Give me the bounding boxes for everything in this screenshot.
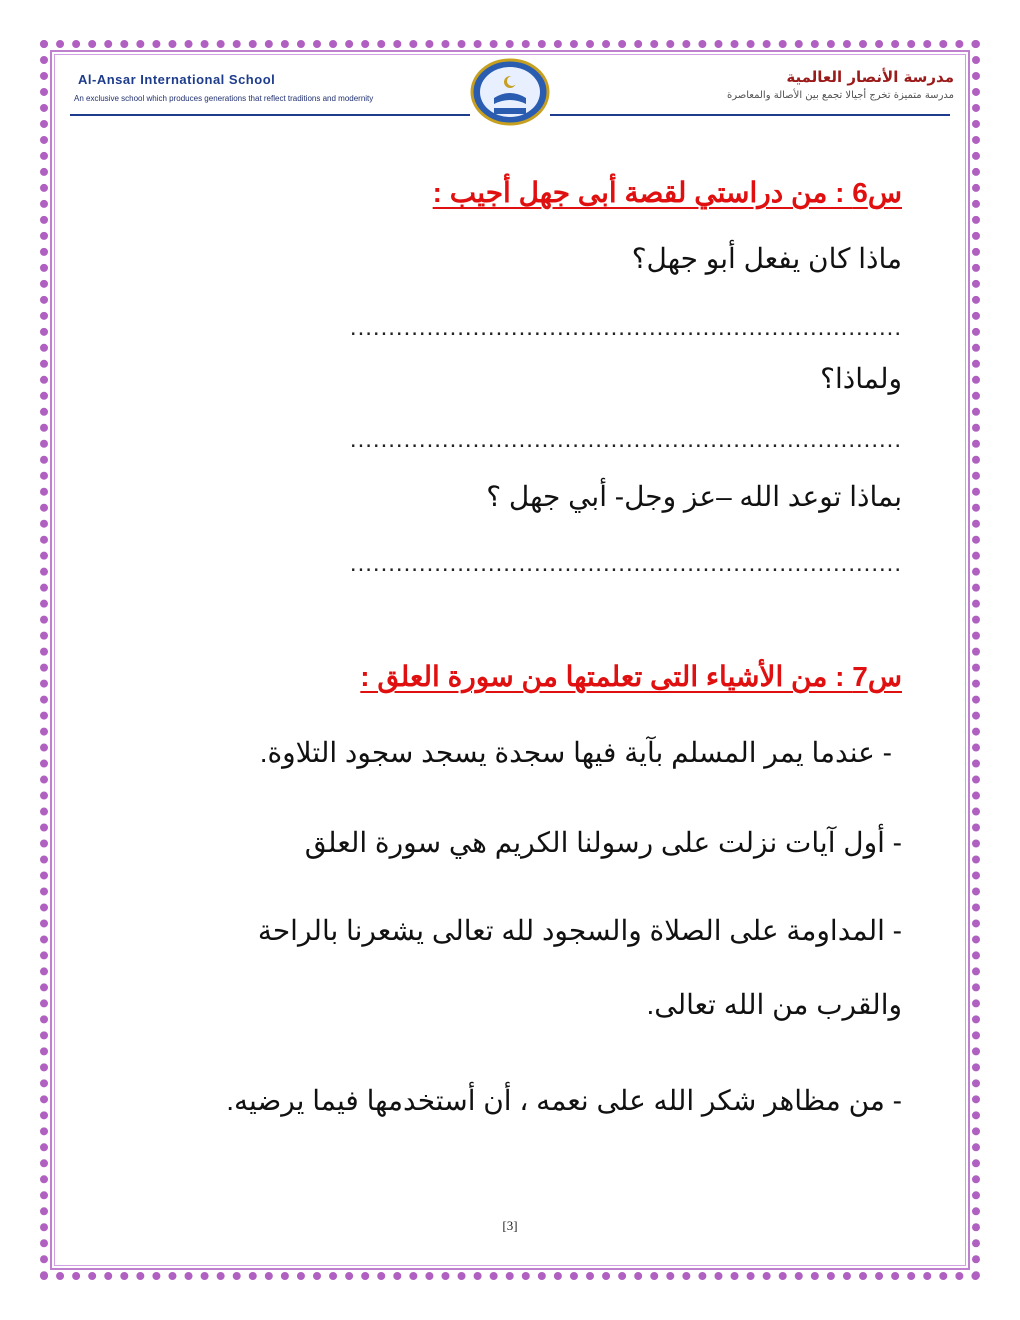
school-name-en: Al-Ansar International School: [78, 72, 276, 87]
header-divider-right: [550, 114, 950, 116]
q6-answer-line-1[interactable]: ........................................................................: [349, 314, 902, 341]
school-logo: [470, 58, 550, 126]
q7-point-4: - من مظاهر شكر الله على نعمه ، أن أستخدمها فيما يرضيه.: [226, 1085, 902, 1116]
q6-answer-line-3[interactable]: ........................................................................: [349, 550, 902, 577]
header-divider-left: [70, 114, 470, 116]
school-tagline-ar: مدرسة متميزة تخرج أجيالا تجمع بين الأصالة والمعاصرة: [726, 90, 954, 101]
school-name-ar: مدرسة الأنصار العالمية: [786, 68, 954, 86]
q6-answer-line-2[interactable]: ........................................................................: [349, 426, 902, 453]
school-tagline-en: An exclusive school which produces generations that reflect traditions and modernity: [74, 94, 374, 103]
question-7-title: س7 : من الأشياء التى تعلمتها من سورة العلق :: [360, 661, 902, 692]
q7-point-2: - أول آيات نزلت على رسولنا الكريم هي سورة العلق: [304, 827, 902, 858]
page-number: [3]: [502, 1218, 518, 1233]
q6-question-1: ماذا كان يفعل أبو جهل؟: [631, 243, 902, 274]
q7-point-3-continued: والقرب من الله تعالى.: [646, 989, 902, 1020]
q7-point-1: - عندما يمر المسلم بآية فيها سجدة يسجد سجود التلاوة.: [259, 737, 892, 768]
q7-point-3: - المداومة على الصلاة والسجود لله تعالى يشعرنا بالراحة: [257, 915, 902, 946]
q6-question-3: بماذا توعد الله –عز وجل- أبي جهل ؟: [486, 481, 902, 512]
q6-question-2: ولماذا؟: [820, 363, 902, 394]
question-6-title: س6 : من دراستي لقصة أبى جهل أجيب :: [432, 177, 902, 208]
